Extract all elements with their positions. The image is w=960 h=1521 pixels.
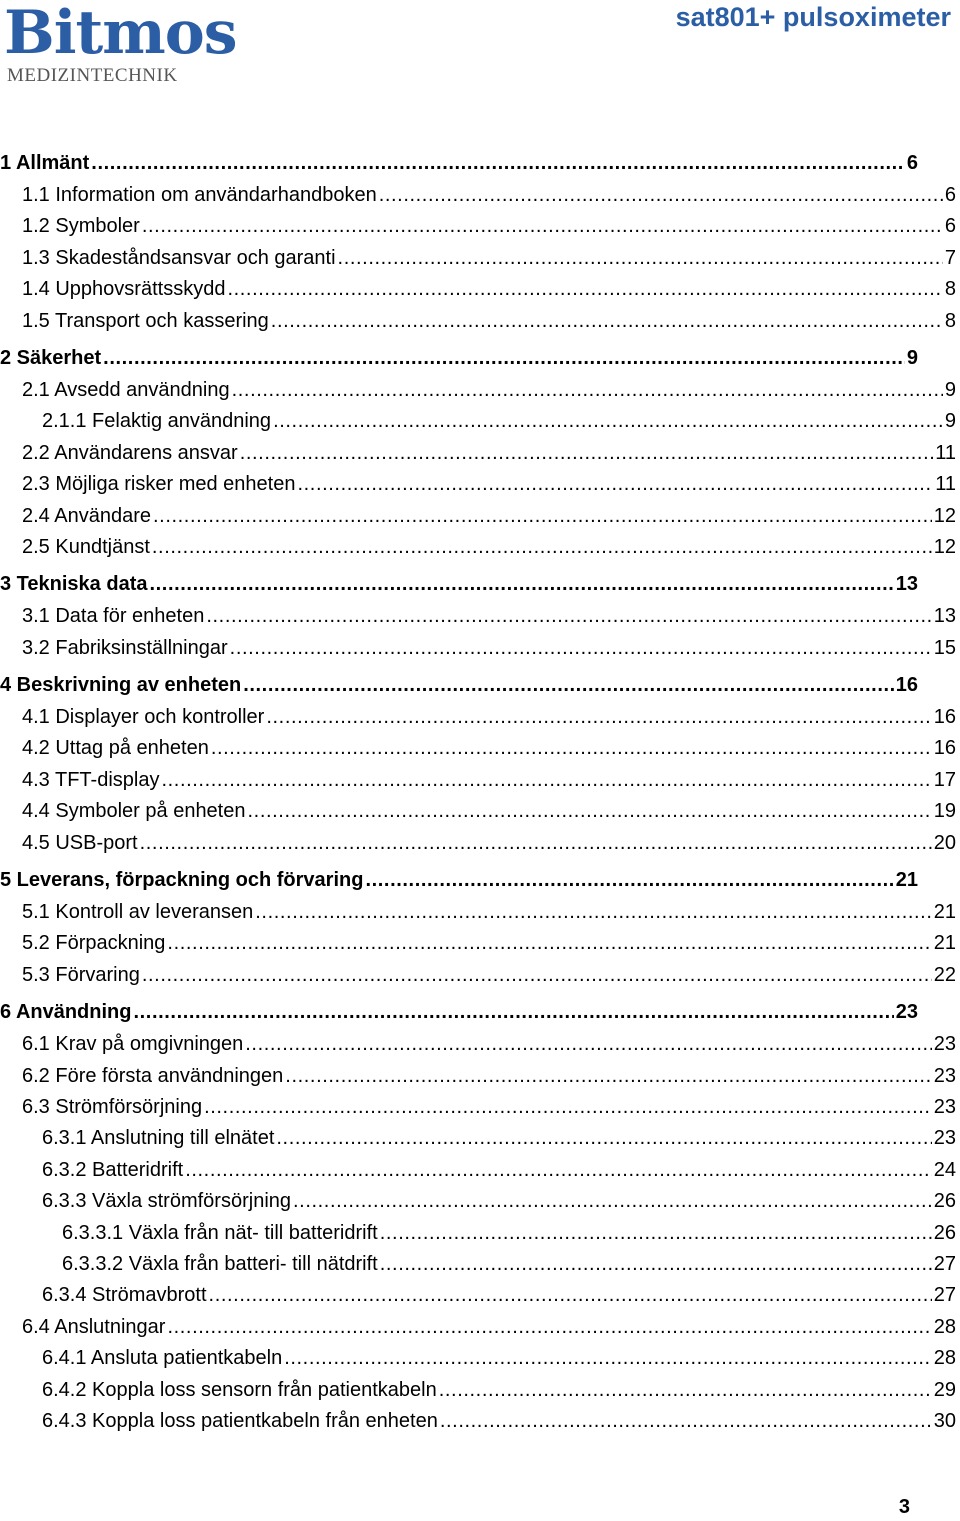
toc-entry-title: 6.2 Före första användningen — [22, 1064, 284, 1087]
toc-entry-title: 1.1 Information om användarhandboken — [22, 184, 377, 206]
toc-dot-leader — [440, 1410, 932, 1433]
toc-dot-leader — [152, 536, 932, 559]
toc-entry-page: 8 — [944, 309, 956, 332]
toc-entry-page: 21 — [933, 901, 956, 924]
toc-entry-title: 6.4 Anslutningar — [22, 1315, 166, 1338]
toc-entry-title: 3.2 Fabriksinställningar — [22, 636, 228, 659]
toc-entry-title: 6.4.2 Koppla loss sensorn från patientkabeln — [42, 1378, 437, 1401]
toc-dot-leader — [380, 1253, 932, 1276]
toc-dot-leader — [338, 247, 943, 270]
toc-entry-title: 4.2 Uttag på enheten — [22, 737, 209, 760]
toc-entry-page: 15 — [933, 636, 956, 659]
toc-entry[interactable] — [0, 1096, 960, 1127]
toc-entry-page: 11 — [935, 441, 956, 464]
toc-dot-leader — [91, 152, 905, 175]
toc-dot-leader — [380, 1222, 932, 1245]
toc-entry[interactable] — [0, 1190, 960, 1221]
toc-entry[interactable] — [0, 1159, 960, 1190]
toc-dot-leader — [142, 215, 943, 238]
toc-dot-leader — [204, 1096, 932, 1119]
toc-dot-leader — [140, 832, 932, 855]
page-number: 3 — [898, 1496, 910, 1518]
toc-entry-page: 30 — [933, 1409, 956, 1432]
toc-dot-leader — [248, 800, 932, 823]
toc-entry[interactable] — [0, 769, 960, 800]
toc-entry[interactable] — [0, 567, 960, 605]
toc-entry-title: 6.3.3 Växla strömförsörjning — [42, 1190, 292, 1213]
toc-entry[interactable] — [0, 1379, 960, 1410]
product-title: sat801+ pulsoximeter — [675, 2, 951, 32]
toc-entry-page: 17 — [933, 768, 956, 791]
logo-wordmark: Bitmos — [4, 0, 237, 68]
toc-entry-page: 9 — [944, 378, 956, 401]
toc-dot-leader — [240, 442, 934, 465]
toc-dot-leader — [161, 769, 931, 792]
table-of-contents — [0, 152, 960, 1441]
toc-entry[interactable] — [0, 152, 960, 184]
toc-entry[interactable] — [0, 505, 960, 536]
toc-dot-leader — [255, 901, 932, 924]
toc-entry-title: 2.5 Kundtjänst — [22, 535, 150, 558]
toc-entry-page: 6 — [906, 152, 918, 174]
toc-entry-title: 1.4 Upphovsrättsskydd — [22, 278, 226, 301]
toc-entry-title: 5 Leverans, förpackning och förvaring — [0, 869, 364, 892]
toc-entry-title: 6.4.1 Ansluta patientkabeln — [42, 1347, 283, 1370]
toc-entry-title: 2.3 Möjliga risker med enheten — [22, 473, 296, 496]
toc-entry-page: 16 — [933, 706, 956, 729]
toc-entry-page: 16 — [933, 737, 956, 760]
toc-entry-title: 6.3.2 Batteridrift — [42, 1158, 184, 1181]
toc-entry-title: 6.4.3 Koppla loss patientkabeln från enheten — [42, 1409, 438, 1432]
toc-entry-page: 12 — [933, 504, 956, 527]
toc-entry-page: 13 — [933, 605, 956, 628]
toc-entry[interactable] — [0, 1410, 960, 1441]
toc-entry[interactable] — [0, 1127, 960, 1158]
toc-entry-title: 2.2 Användarens ansvar — [22, 441, 238, 464]
toc-entry[interactable] — [0, 247, 960, 278]
toc-dot-leader — [185, 1159, 932, 1182]
toc-entry-page: 16 — [895, 674, 918, 697]
toc-entry-title: 6.3.3.1 Växla från nät- till batteridrift — [62, 1221, 378, 1244]
toc-dot-leader — [149, 573, 893, 596]
toc-entry[interactable] — [0, 932, 960, 963]
toc-dot-leader — [209, 1284, 932, 1307]
toc-dot-leader — [273, 410, 943, 433]
toc-dot-leader — [206, 605, 931, 628]
toc-entry-title: 6.3 Strömförsörjning — [22, 1095, 203, 1118]
toc-entry[interactable] — [0, 737, 960, 768]
toc-dot-leader — [243, 674, 894, 697]
toc-entry-page: 23 — [933, 1064, 956, 1087]
toc-entry-page: 23 — [933, 1127, 956, 1150]
toc-entry[interactable] — [0, 1222, 960, 1253]
toc-entry[interactable] — [0, 1284, 960, 1315]
toc-entry-title: 6.3.1 Anslutning till elnätet — [42, 1127, 275, 1150]
toc-dot-leader — [293, 1190, 932, 1213]
toc-dot-leader — [167, 932, 931, 955]
toc-entry[interactable] — [0, 442, 960, 473]
toc-entry[interactable] — [0, 473, 960, 504]
toc-entry[interactable] — [0, 341, 960, 379]
toc-dot-leader — [297, 473, 933, 496]
toc-entry-page: 12 — [933, 535, 956, 558]
toc-entry-title: 1 Allmänt — [0, 152, 90, 174]
toc-entry-page: 7 — [944, 246, 956, 269]
toc-dot-leader — [133, 1001, 893, 1024]
toc-entry-page: 21 — [933, 932, 956, 955]
toc-entry-page: 27 — [933, 1252, 956, 1275]
toc-entry-title: 2.1.1 Felaktig användning — [42, 410, 272, 433]
toc-entry-title: 3.1 Data för enheten — [22, 605, 205, 628]
toc-entry-title: 6.1 Krav på omgivningen — [22, 1033, 244, 1056]
toc-entry-title: 1.2 Symboler — [22, 215, 140, 238]
toc-dot-leader — [153, 505, 932, 528]
toc-entry-title: 6 Användning — [0, 1001, 132, 1024]
toc-dot-leader — [271, 310, 943, 333]
toc-entry[interactable] — [0, 1253, 960, 1284]
toc-entry-title: 5.2 Förpackning — [22, 932, 166, 955]
toc-entry-page: 20 — [933, 831, 956, 854]
toc-entry-page: 23 — [895, 1001, 918, 1024]
toc-entry-title: 2.4 Användare — [22, 504, 151, 527]
toc-entry[interactable] — [0, 964, 960, 995]
toc-dot-leader — [103, 347, 905, 370]
toc-entry-page: 28 — [933, 1347, 956, 1370]
toc-entry[interactable] — [0, 379, 960, 410]
toc-entry[interactable] — [0, 832, 960, 863]
toc-entry-page: 13 — [895, 573, 918, 596]
toc-entry[interactable] — [0, 605, 960, 636]
toc-entry-title: 2.1 Avsedd användning — [22, 378, 230, 401]
toc-dot-leader — [211, 737, 932, 760]
toc-entry-title: 1.3 Skadeståndsansvar och garanti — [22, 246, 336, 269]
toc-entry-title: 4 Beskrivning av enheten — [0, 674, 242, 697]
toc-entry-page: 11 — [935, 473, 956, 496]
toc-dot-leader — [167, 1316, 931, 1339]
toc-entry-page: 6 — [944, 184, 956, 206]
toc-entry-title: 5.1 Kontroll av leveransen — [22, 901, 254, 924]
toc-entry-page: 23 — [933, 1095, 956, 1118]
toc-entry-title: 4.4 Symboler på enheten — [22, 800, 246, 823]
toc-entry-page: 21 — [895, 869, 918, 892]
toc-dot-leader — [439, 1379, 932, 1402]
toc-entry[interactable] — [0, 863, 960, 901]
toc-entry-page: 26 — [933, 1190, 956, 1213]
toc-entry[interactable] — [0, 215, 960, 246]
toc-entry-page: 28 — [933, 1315, 956, 1338]
toc-entry-page: 9 — [906, 346, 918, 369]
toc-entry-page: 26 — [933, 1221, 956, 1244]
toc-entry[interactable] — [0, 310, 960, 341]
company-logo — [4, 2, 237, 86]
toc-entry-title: 4.3 TFT-display — [22, 768, 160, 791]
toc-dot-leader — [285, 1065, 931, 1088]
logo-subtitle: MEDIZINTECHNIK — [7, 65, 178, 86]
toc-entry[interactable] — [0, 1347, 960, 1378]
toc-entry[interactable] — [0, 668, 960, 706]
toc-entry[interactable] — [0, 278, 960, 309]
toc-entry-title: 6.3.3.2 Växla från batteri- till nätdrift — [62, 1252, 378, 1275]
toc-entry-page: 8 — [944, 278, 956, 301]
toc-entry[interactable] — [0, 1065, 960, 1096]
toc-entry[interactable] — [0, 706, 960, 737]
toc-entry-page: 27 — [933, 1284, 956, 1307]
toc-entry-page: 19 — [933, 800, 956, 823]
toc-dot-leader — [266, 706, 931, 729]
toc-entry[interactable] — [0, 637, 960, 668]
toc-dot-leader — [276, 1127, 931, 1150]
toc-entry-page: 23 — [933, 1033, 956, 1056]
toc-dot-leader — [227, 278, 942, 301]
toc-entry-title: 4.5 USB-port — [22, 831, 138, 854]
toc-entry-title: 6.3.4 Strömavbrott — [42, 1284, 207, 1307]
toc-dot-leader — [142, 964, 932, 987]
toc-entry-title: 2 Säkerhet — [0, 346, 102, 369]
toc-entry[interactable] — [0, 1033, 960, 1064]
toc-entry-title: 4.1 Displayer och kontroller — [22, 706, 265, 729]
toc-entry[interactable] — [0, 536, 960, 567]
toc-dot-leader — [284, 1347, 932, 1370]
toc-dot-leader — [379, 184, 943, 207]
toc-dot-leader — [232, 379, 943, 402]
toc-entry[interactable] — [0, 184, 960, 215]
toc-entry-page: 29 — [933, 1378, 956, 1401]
toc-entry-title: 1.5 Transport och kassering — [22, 309, 269, 332]
toc-dot-leader — [230, 637, 932, 660]
toc-entry[interactable] — [0, 901, 960, 932]
toc-entry[interactable] — [0, 410, 960, 441]
toc-entry-page: 22 — [933, 963, 956, 986]
toc-dot-leader — [245, 1033, 932, 1056]
toc-entry-title: 3 Tekniska data — [0, 573, 148, 596]
toc-entry-page: 24 — [933, 1158, 956, 1181]
toc-entry-page: 6 — [944, 215, 956, 238]
toc-entry[interactable] — [0, 1316, 960, 1347]
toc-entry-title: 5.3 Förvaring — [22, 963, 140, 986]
toc-entry[interactable] — [0, 995, 960, 1033]
toc-dot-leader — [365, 869, 893, 892]
toc-entry-page: 9 — [944, 410, 956, 433]
toc-entry[interactable] — [0, 800, 960, 831]
